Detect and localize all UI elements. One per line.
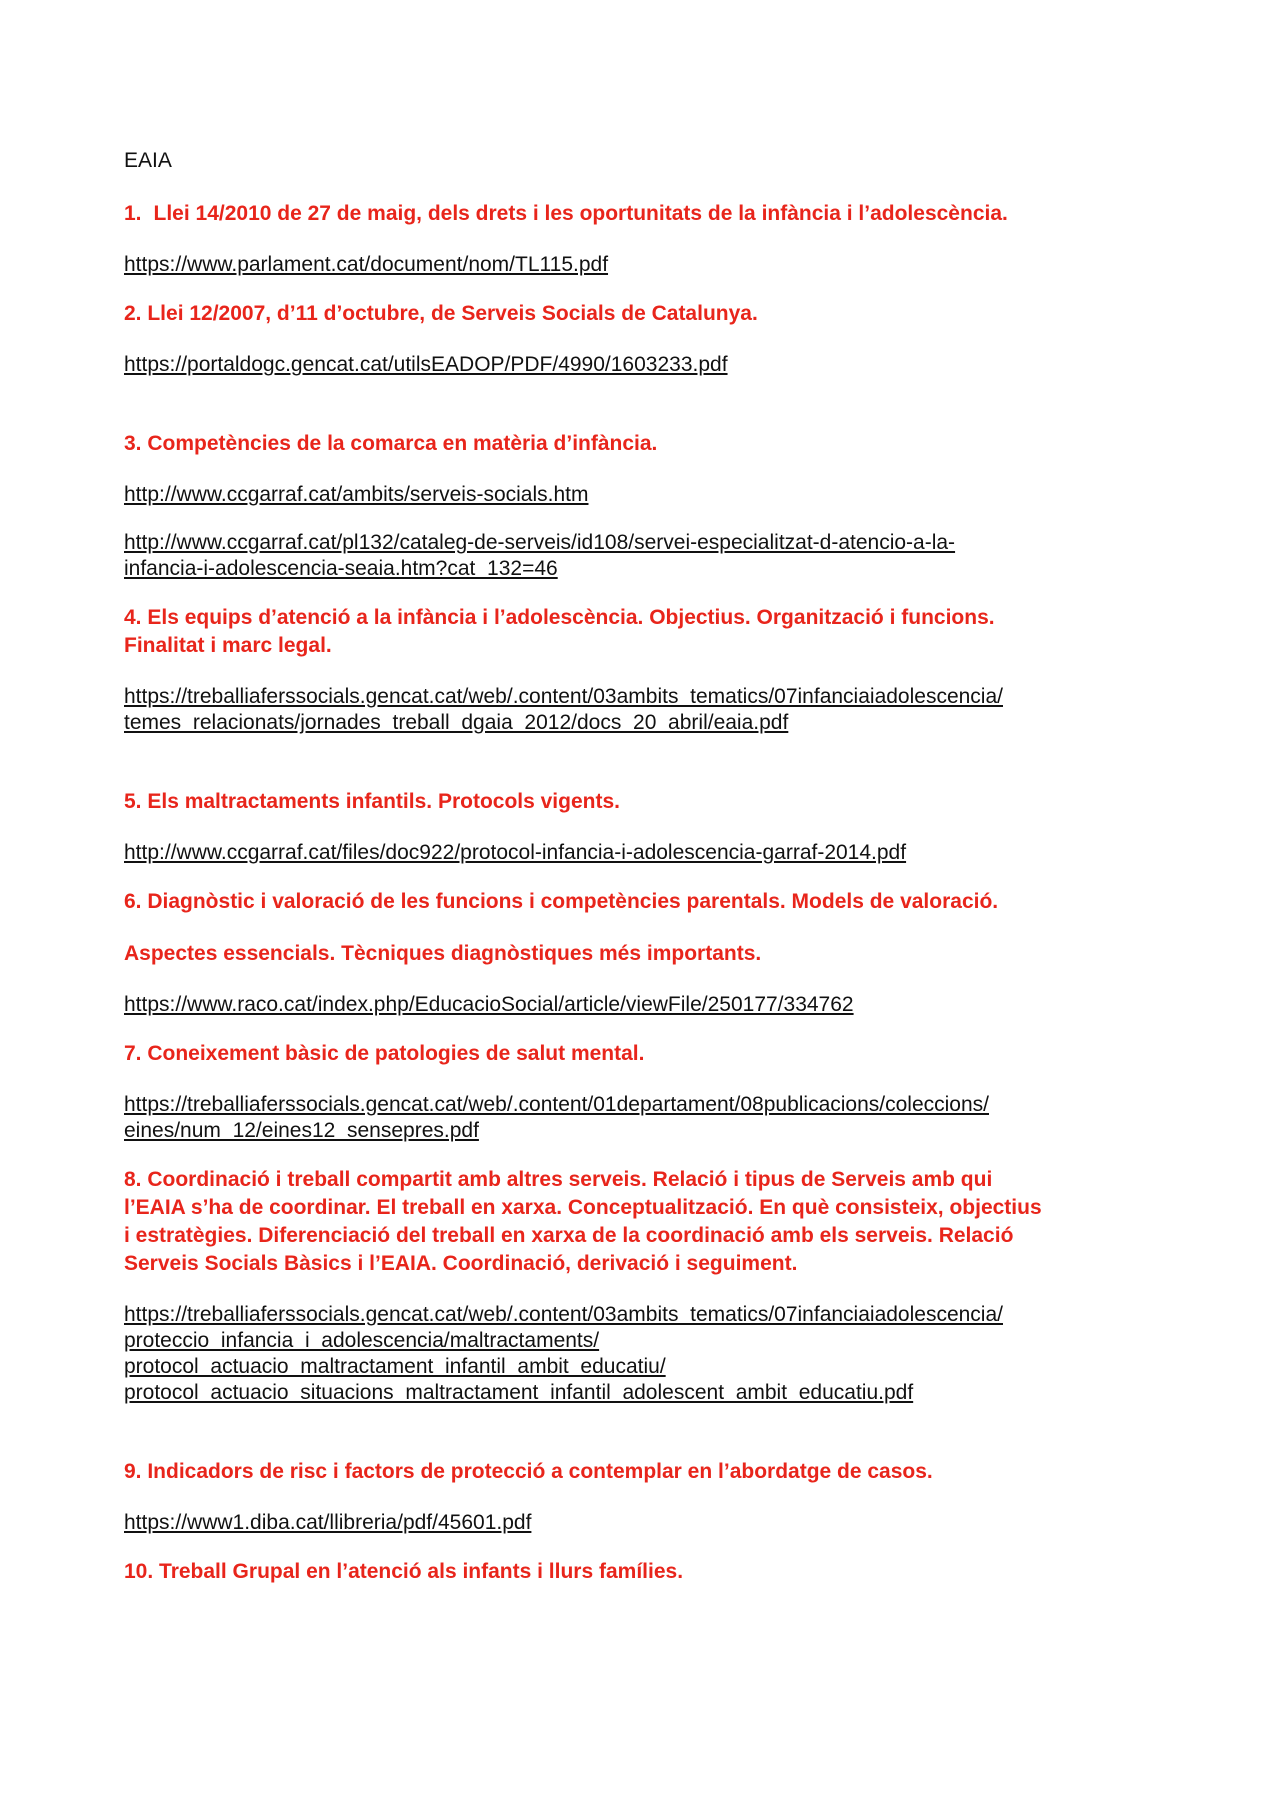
- section-links-6: [124, 992, 1164, 1018]
- section-links-4: [124, 684, 1164, 736]
- section-links-1: [124, 252, 1164, 278]
- link-8-line4[interactable]: protocol_actuacio_situacions_maltractament_infantil_adolescent_ambit_educatiu.pdf: [124, 1381, 914, 1404]
- link-8-line3[interactable]: protocol_actuacio_maltractament_infantil_ambit_educatiu/: [124, 1355, 666, 1378]
- link-3a[interactable]: http://www.ccgarraf.cat/ambits/serveis-socials.htm: [124, 483, 589, 506]
- section-links-2: [124, 352, 1164, 378]
- section-heading-7: 7. Coneixement bàsic de patologies de salut mental.: [124, 1042, 645, 1065]
- section-heading-8: 8. Coordinació i treball compartit amb altres serveis. Relació i tipus de Serveis amb qui l’EAIA s’ha de coordinar. El treball en xarxa. Conceptualització. En què consisteix, objectius i estratègies. Diferenciació del treball en xarxa de la coordinació amb els serveis. Relació Serveis Socials Bàsics i l’EAIA. Coordinació, derivació i seguiment.: [124, 1168, 1042, 1275]
- section-heading-2: 2. Llei 12/2007, d’11 d’octubre, de Serveis Socials de Catalunya.: [124, 302, 758, 325]
- section-links-3a: [124, 482, 1164, 508]
- section-links-8: [124, 1302, 1164, 1406]
- link-8-line2[interactable]: proteccio_infancia_i_adolescencia/maltractaments/: [124, 1329, 600, 1352]
- link-3b-line1[interactable]: http://www.ccgarraf.cat/pl132/cataleg-de-serveis/id108/servei-especialitzat-d-atencio-a-la-: [124, 531, 956, 554]
- section-links-3b: [124, 530, 1164, 582]
- document-page: [124, 148, 1164, 1610]
- section-heading-5: 5. Els maltractaments infantils. Protocols vigents.: [124, 790, 620, 813]
- section-heading-3: 3. Competències de la comarca en matèria d’infància.: [124, 432, 658, 455]
- section-heading-6: 6. Diagnòstic i valoració de les funcions i competències parentals. Models de valoració.: [124, 890, 999, 913]
- section-heading-4: 4. Els equips d’atenció a la infància i l’adolescència. Objectius. Organització i funcions. Finalitat i marc legal.: [124, 606, 995, 657]
- section-links-9: [124, 1510, 1164, 1536]
- link-9[interactable]: https://www1.diba.cat/llibreria/pdf/45601.pdf: [124, 1511, 532, 1534]
- link-4-line1[interactable]: https://treballiaferssocials.gencat.cat/web/.content/03ambits_tematics/07infanciaiadolescencia/: [124, 685, 1003, 708]
- link-7-line2[interactable]: eines/num_12/eines12_sensepres.pdf: [124, 1119, 479, 1142]
- link-2[interactable]: https://portaldogc.gencat.cat/utilsEADOP/PDF/4990/1603233.pdf: [124, 353, 728, 376]
- section-links-5: [124, 840, 1164, 866]
- link-6[interactable]: https://www.raco.cat/index.php/EducacioSocial/article/viewFile/250177/334762: [124, 993, 854, 1016]
- link-4-line2[interactable]: temes_relacionats/jornades_treball_dgaia_2012/docs_20_abril/eaia.pdf: [124, 711, 789, 734]
- link-1[interactable]: https://www.parlament.cat/document/nom/TL115.pdf: [124, 253, 609, 276]
- section-heading-1: 1. Llei 14/2010 de 27 de maig, dels drets i les oportunitats de la infància i l’adolescència.: [124, 202, 1008, 225]
- document-title: EAIA: [124, 149, 172, 172]
- link-7-line1[interactable]: https://treballiaferssocials.gencat.cat/web/.content/01departament/08publicacions/coleccions/: [124, 1093, 989, 1116]
- section-heading-10: 10. Treball Grupal en l’atenció als infants i llurs famílies.: [124, 1560, 684, 1583]
- link-5[interactable]: http://www.ccgarraf.cat/files/doc922/protocol-infancia-i-adolescencia-garraf-2014.pdf: [124, 841, 907, 864]
- section-links-7: [124, 1092, 1164, 1144]
- link-8-line1[interactable]: https://treballiaferssocials.gencat.cat/web/.content/03ambits_tematics/07infanciaiadolescencia/: [124, 1303, 1003, 1326]
- section-heading-6b: Aspectes essencials. Tècniques diagnòstiques més importants.: [124, 942, 762, 965]
- section-heading-9: 9. Indicadors de risc i factors de protecció a contemplar en l’abordatge de casos.: [124, 1460, 933, 1483]
- link-3b-line2[interactable]: infancia-i-adolescencia-seaia.htm?cat_132=46: [124, 557, 558, 580]
